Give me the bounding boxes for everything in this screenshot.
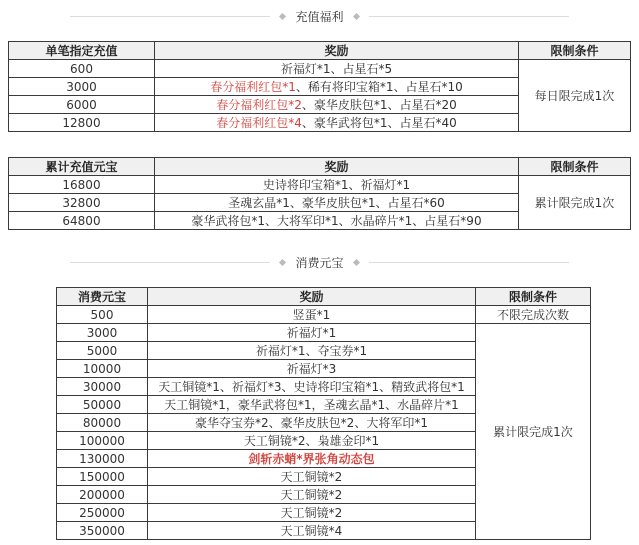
limit-cell: 每日限完成1次 bbox=[519, 60, 631, 132]
reward-cell-highlight: 剑斩赤蛸*界张角动态包 bbox=[148, 450, 476, 468]
header-reward: 奖励 bbox=[148, 288, 476, 306]
amount-cell: 50000 bbox=[57, 396, 148, 414]
table-row bbox=[57, 324, 591, 342]
reward-cell bbox=[155, 60, 519, 78]
amount-cell: 100000 bbox=[57, 432, 148, 450]
amount-cell: 10000 bbox=[57, 360, 148, 378]
divider-left bbox=[70, 16, 270, 17]
amount-cell: 3000 bbox=[57, 324, 148, 342]
amount-cell: 64800 bbox=[9, 212, 155, 230]
amount-cell: 16800 bbox=[9, 176, 155, 194]
amount-cell: 30000 bbox=[57, 378, 148, 396]
header-limit: 限制条件 bbox=[519, 158, 631, 176]
reward-cell bbox=[155, 96, 519, 114]
amount-cell: 150000 bbox=[57, 468, 148, 486]
reward-cell: 天工铜镜*2 bbox=[148, 468, 476, 486]
reward-cell: 天工铜镜*2、枭雄金印*1 bbox=[148, 432, 476, 450]
amount-cell: 350000 bbox=[57, 522, 148, 540]
reward-cell: 豪华夺宝券*2、豪华皮肤包*2、大将军印*1 bbox=[148, 414, 476, 432]
reward-text: 、豪华皮肤包*1、占星石*20 bbox=[301, 98, 457, 112]
table-row bbox=[9, 60, 631, 78]
consume-title-text: 消费元宝 bbox=[295, 255, 344, 270]
reward-cell bbox=[155, 78, 519, 96]
reward-text: 、豪华武将包*1、占星石*40 bbox=[301, 116, 457, 130]
amount-cell: 500 bbox=[57, 306, 148, 324]
reward-cell: 天工铜镜*2 bbox=[148, 486, 476, 504]
table-header-row bbox=[9, 158, 631, 176]
table-header-row bbox=[9, 42, 631, 60]
amount-cell: 80000 bbox=[57, 414, 148, 432]
red-envelope-text: 春分福利红包*1 bbox=[210, 80, 296, 94]
table-row bbox=[9, 176, 631, 194]
reward-cell: 天工铜镜*1，豪华武将包*1，圣魂玄晶*1、水晶碎片*1 bbox=[148, 396, 476, 414]
header-amount: 累计充值元宝 bbox=[9, 158, 155, 176]
header-reward: 奖励 bbox=[155, 42, 519, 60]
divider-right bbox=[369, 262, 569, 263]
reward-cell: 祈福灯*1 bbox=[148, 324, 476, 342]
reward-text: 祈福灯*1、占星石*5 bbox=[280, 62, 393, 76]
reward-cell: 圣魂玄晶*1、豪华皮肤包*1、占星石*60 bbox=[155, 194, 519, 212]
table-row bbox=[57, 306, 591, 324]
diamond-icon bbox=[279, 12, 286, 19]
divider-left bbox=[70, 262, 270, 263]
amount-cell: 250000 bbox=[57, 504, 148, 522]
reward-text: 、稀有将印宝箱*1、占星石*10 bbox=[295, 80, 463, 94]
amount-cell: 5000 bbox=[57, 342, 148, 360]
reward-cell: 竖蛋*1 bbox=[148, 306, 476, 324]
diamond-icon bbox=[352, 258, 359, 265]
recharge-section-title bbox=[0, 6, 639, 26]
header-limit: 限制条件 bbox=[519, 42, 631, 60]
amount-cell: 200000 bbox=[57, 486, 148, 504]
amount-cell: 32800 bbox=[9, 194, 155, 212]
header-limit: 限制条件 bbox=[476, 288, 591, 306]
cumulative-recharge-table bbox=[8, 157, 631, 230]
table-header-row bbox=[57, 288, 591, 306]
reward-cell bbox=[155, 114, 519, 132]
amount-cell: 12800 bbox=[9, 114, 155, 132]
diamond-icon bbox=[279, 258, 286, 265]
single-recharge-table bbox=[8, 41, 631, 132]
recharge-title-text: 充值福利 bbox=[295, 9, 344, 24]
reward-cell: 天工铜镜*1、祈福灯*3、史诗将印宝箱*1、精致武将包*1 bbox=[148, 378, 476, 396]
limit-cell: 累计限完成1次 bbox=[476, 324, 591, 540]
reward-cell: 祈福灯*3 bbox=[148, 360, 476, 378]
divider-right bbox=[369, 16, 569, 17]
limit-cell: 累计限完成1次 bbox=[519, 176, 631, 230]
amount-cell: 6000 bbox=[9, 96, 155, 114]
limit-cell: 不限完成次数 bbox=[476, 306, 591, 324]
red-envelope-text: 春分福利红包*2 bbox=[216, 98, 302, 112]
reward-cell: 豪华武将包*1、大将军印*1、水晶碎片*1、占星石*90 bbox=[155, 212, 519, 230]
consume-table bbox=[56, 287, 591, 540]
reward-cell: 史诗将印宝箱*1、祈福灯*1 bbox=[155, 176, 519, 194]
red-envelope-text: 春分福利红包*4 bbox=[216, 116, 302, 130]
amount-cell: 3000 bbox=[9, 78, 155, 96]
amount-cell: 600 bbox=[9, 60, 155, 78]
header-amount: 消费元宝 bbox=[57, 288, 148, 306]
header-reward: 奖励 bbox=[155, 158, 519, 176]
consume-section-title bbox=[0, 252, 639, 272]
diamond-icon bbox=[352, 12, 359, 19]
reward-cell: 天工铜镜*4 bbox=[148, 522, 476, 540]
reward-cell: 祈福灯*1、夺宝券*1 bbox=[148, 342, 476, 360]
amount-cell: 130000 bbox=[57, 450, 148, 468]
header-amount: 单笔指定充值 bbox=[9, 42, 155, 60]
reward-cell: 天工铜镜*2 bbox=[148, 504, 476, 522]
